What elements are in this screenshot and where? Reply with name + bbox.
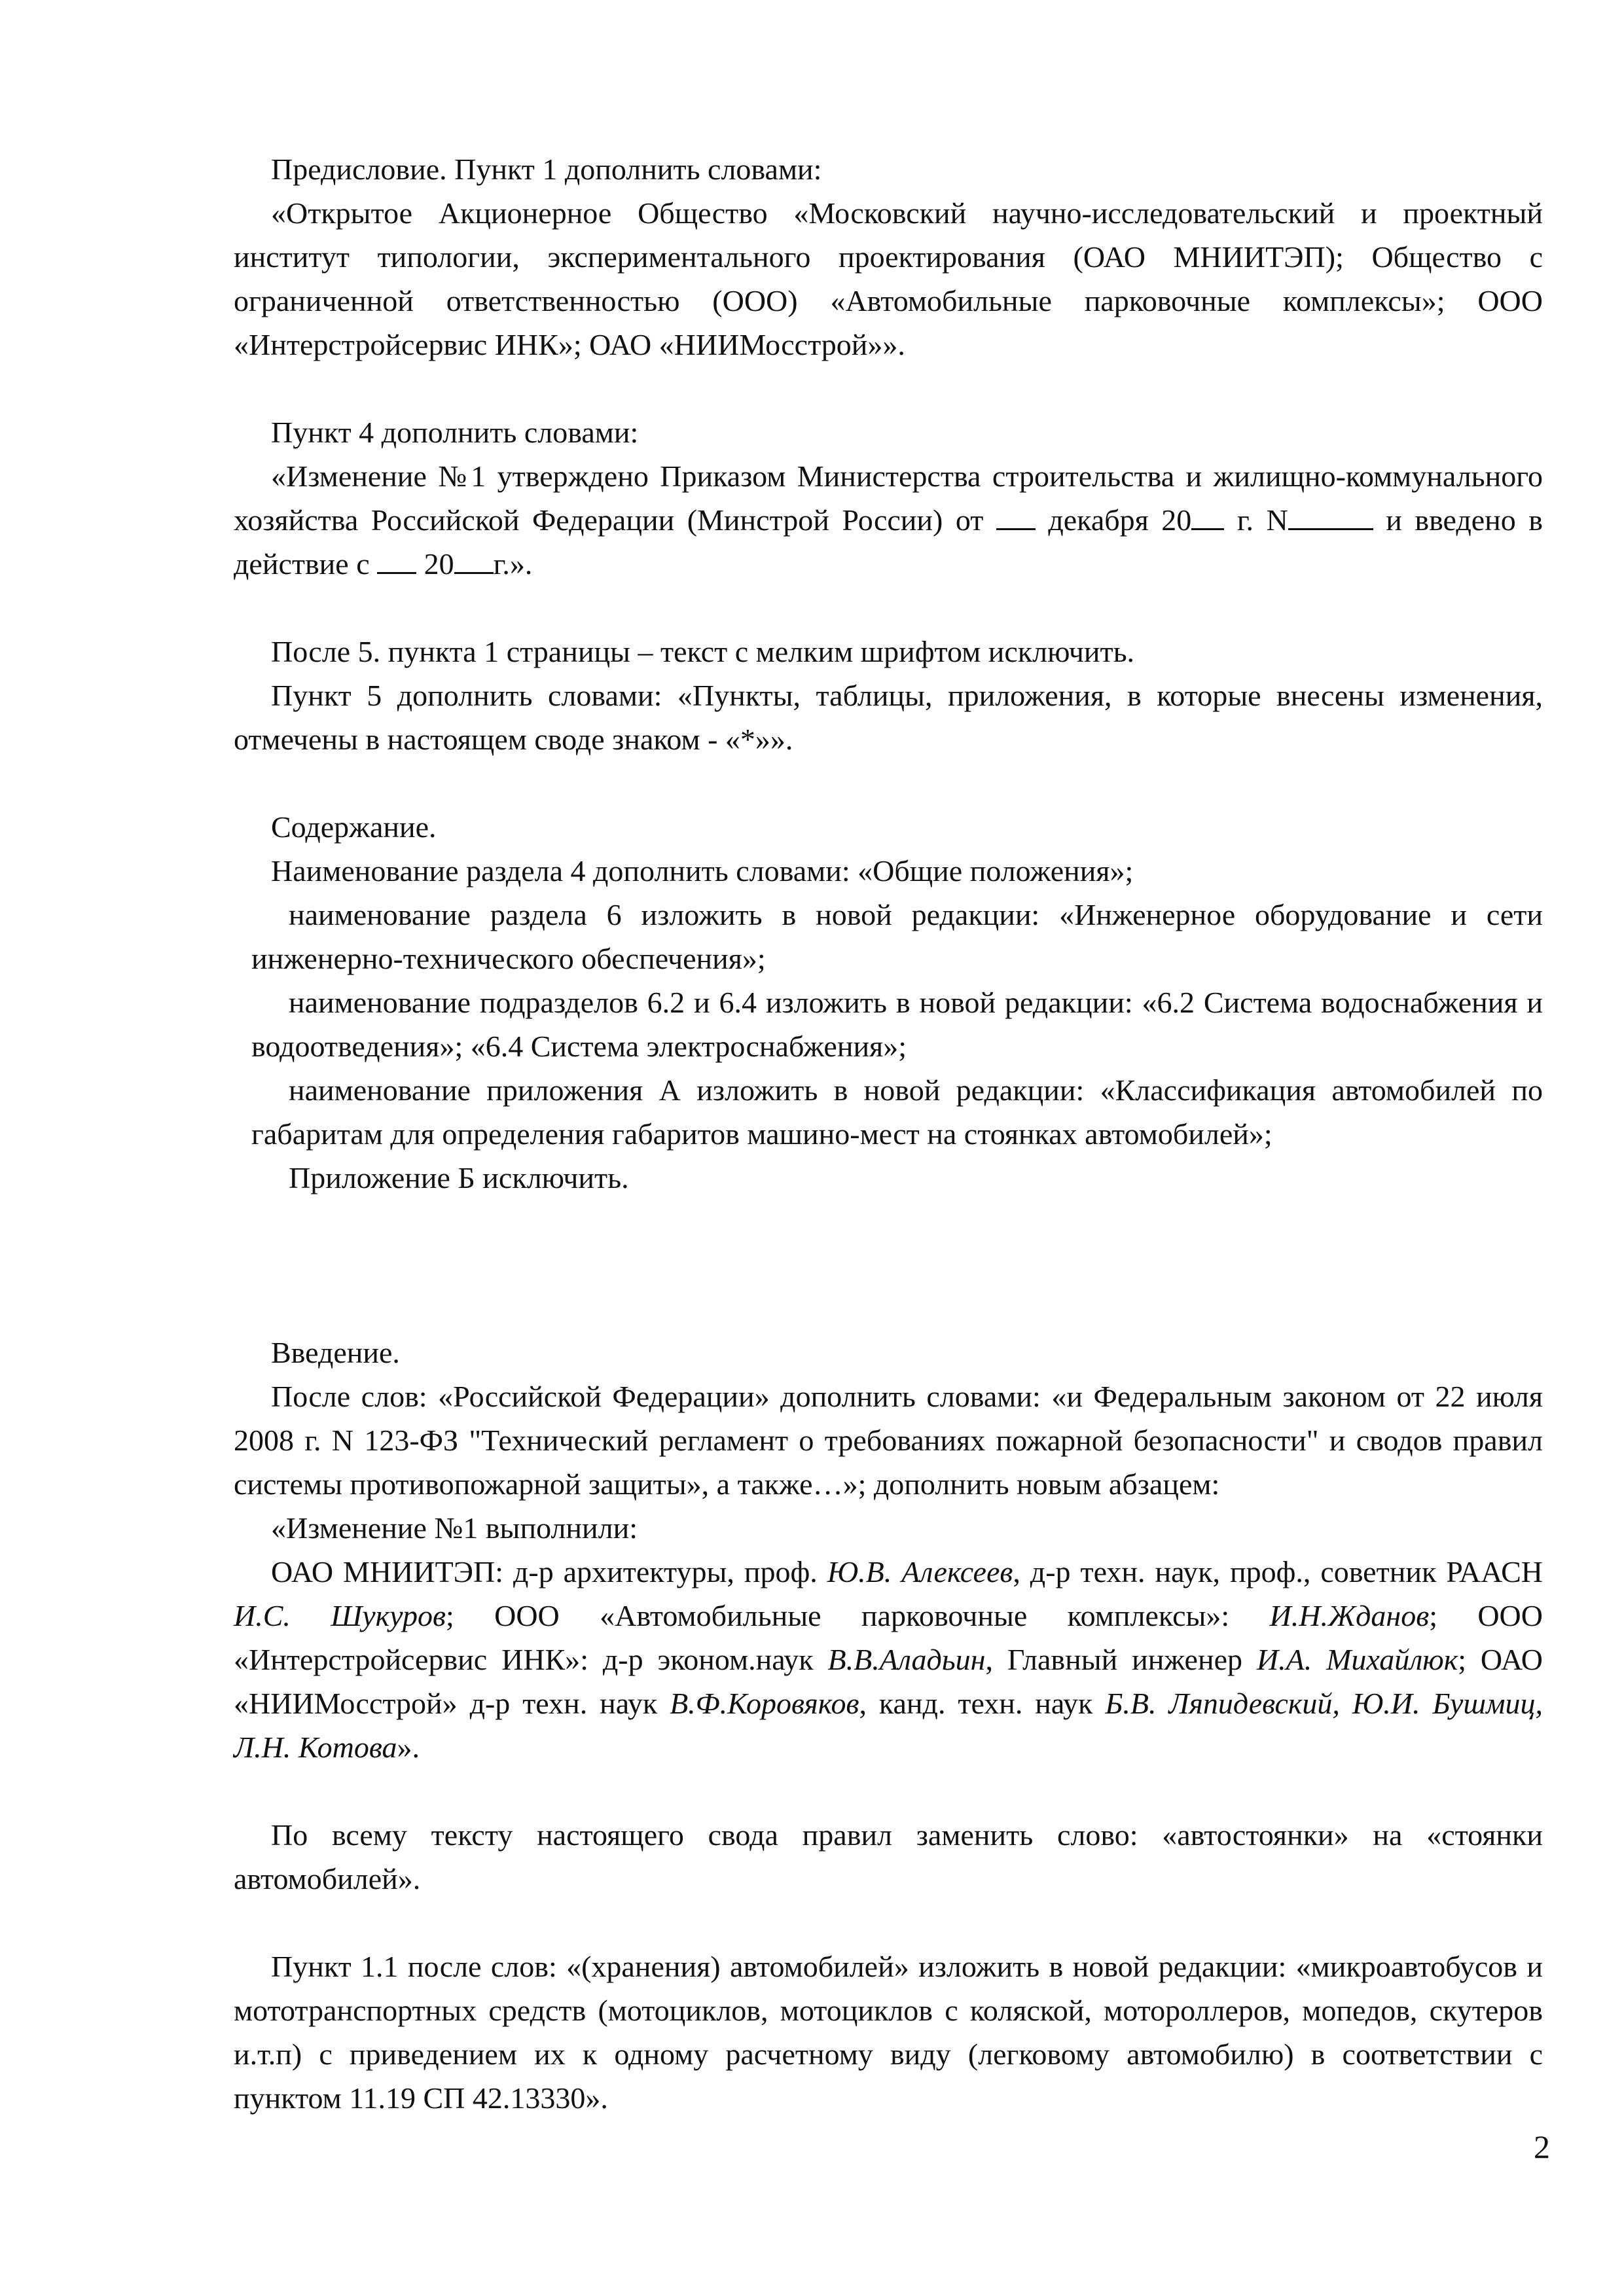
person-name: Б.В. Ляпидевский, Ю.И. Бушмиц, Л.Н. Котова — [234, 1687, 1543, 1764]
person-name: И.Н.Жданов — [1269, 1599, 1430, 1632]
person-name: И.А. Михайлюк — [1256, 1643, 1458, 1676]
spacer — [234, 1200, 1543, 1331]
intro-performers-text: , Главный инженер — [985, 1643, 1257, 1676]
foreword-heading: Предисловие. Пункт 1 дополнить словами: — [271, 152, 822, 186]
item4-text — [234, 454, 1543, 586]
contents-heading: Содержание. — [271, 810, 437, 844]
item4-text-part4: и введено в действие с — [234, 503, 1543, 581]
intro-text1: После слов: «Российской Федерации» дополнить словами: «и Федеральным законом от 22 июля 2008 г. N 123-ФЗ "Технический регламент о требованиях пожарной безопасности" и сводов правил системы противопожарной защиты», а также…»; дополнить новым абзацем: — [234, 1380, 1543, 1501]
person-name: Ю.В. Алексеев — [827, 1555, 1013, 1588]
intro-performers-text: ». — [397, 1731, 420, 1764]
document-body — [234, 147, 1543, 2120]
spacer — [234, 1769, 1543, 1813]
intro-performers-text: , канд. техн. наук — [859, 1687, 1106, 1720]
contents-item4: наименование приложения А изложить в новой редакции: «Классификация автомобилей по габаритам для определения габаритов машино-мест на стоянках автомобилей»; — [251, 1073, 1543, 1151]
after5-line2: Пункт 5 дополнить словами: «Пункты, таблицы, приложения, в которые внесены изменения, отмечены в настоящем своде знаком - «*»». — [234, 679, 1543, 756]
spacer — [234, 761, 1543, 805]
blank-number — [1288, 502, 1373, 530]
intro-performers-text: ; ООО «Автомобильные парковочные комплексы»: — [445, 1599, 1270, 1632]
spacer — [234, 1901, 1543, 1945]
foreword-text: «Открытое Акционерное Общество «Московский научно-исследовательский и проектный институт типологии, экспериментального проектирования (ОАО МНИИТЭП); Общество с ограниченной ответственностью (ООО) «Автомобильные парковочные комплексы»; ООО «Интерстройсервис ИНК»; ОАО «НИИМосстрой»». — [234, 196, 1543, 361]
after5-line1: После 5. пункта 1 страницы – текст с мелким шрифтом исключить. — [271, 635, 1135, 668]
intro-performers-text: , д-р техн. наук, проф., советник РААСН — [1013, 1555, 1543, 1588]
item4-text-part2: декабря 20 — [1035, 503, 1192, 537]
item4-text-part1: «Изменение №1 утверждено Приказом Министерства строительства и жилищно-коммунального хозяйства Российской Федерации (Минстрой России) от — [234, 459, 1543, 537]
contents-item2: наименование раздела 6 изложить в новой редакции: «Инженерное оборудование и сети инженерно-технического обеспечения»; — [251, 898, 1543, 975]
blank-date — [377, 546, 416, 574]
contents-item1: Наименование раздела 4 дополнить словами: «Общие положения»; — [271, 854, 1134, 888]
replace-text: По всему тексту настоящего свода правил заменить слово: «автостоянки» на «стоянки автомобилей». — [234, 1818, 1543, 1895]
person-name: В.Ф.Коровяков — [670, 1687, 859, 1720]
contents-item3: наименование подразделов 6.2 и 6.4 изложить в новой редакции: «6.2 Система водоснабжения и водоотведения»; «6.4 Система электроснабжения»; — [251, 986, 1543, 1063]
intro-performers-text: ; ОАО «НИИМосстрой» д-р техн. наук — [234, 1643, 1543, 1720]
person-name: В.В.Аладьин — [827, 1643, 986, 1676]
page-number: 2 — [1534, 2128, 1550, 2165]
intro-text2: «Изменение №1 выполнили: — [271, 1511, 638, 1545]
intro-performers-text: ОАО МНИИТЭП: д-р архитектуры, проф. — [271, 1555, 827, 1588]
blank-year — [1191, 502, 1224, 530]
intro-heading: Введение. — [271, 1336, 400, 1369]
item11-text: Пункт 1.1 после слов: «(хранения) автомобилей» изложить в новой редакции: «микроавтобусов и мототранспортных средств (мотоциклов, мотоциклов с коляской, мотороллеров, мопедов, скутеров и.т.п) с приведением их к одному расчетному виду (легковому автомобилю) в соответствии с пунктом 11.19 СП 42.13330». — [234, 1950, 1543, 2115]
blank-day — [996, 502, 1036, 530]
intro-performers-text: ; ООО «Интерстройсервис ИНК»: д-р эконом.наук — [234, 1599, 1543, 1676]
person-name: И.С. Шукуров — [234, 1599, 446, 1632]
item4-text-part3: г. N — [1224, 503, 1288, 537]
contents-item5: Приложение Б исключить. — [289, 1161, 629, 1194]
spacer — [234, 367, 1543, 410]
item4-heading: Пункт 4 дополнить словами: — [271, 416, 639, 449]
item4-text-part6: г.». — [493, 547, 533, 581]
spacer — [234, 586, 1543, 630]
item4-text-part5: 20 — [416, 547, 454, 581]
blank-year-2 — [454, 546, 494, 574]
intro-performers — [234, 1550, 1543, 1769]
